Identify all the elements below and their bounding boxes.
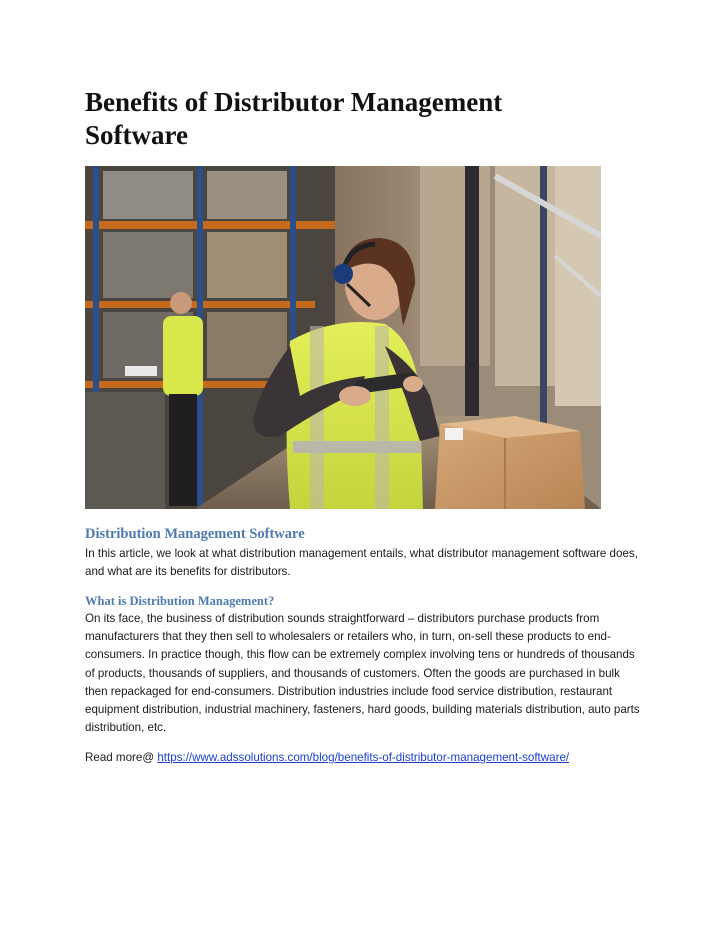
page-title: Benefits of Distributor Management Software bbox=[85, 87, 503, 150]
section-heading: Distribution Management Software bbox=[85, 526, 305, 542]
read-more-label: Read more@ bbox=[85, 751, 155, 764]
subheading: What is Distribution Management? bbox=[85, 594, 275, 608]
intro-paragraph: In this article, we look at what distribution management entails, what distributor management software does, and what are its benefits for distributors. bbox=[85, 547, 638, 579]
warehouse-photo bbox=[85, 166, 601, 509]
body-paragraph: On its face, the business of distribution sounds straightforward – distributors purchase products from manufacturers that they then sell to wholesalers or retailers who, in turn, on-sell these products to end-consumers. In practice though, this flow can be extremely complex involving tens or hundreds of thousands of products, thousands of suppliers, and thousands of customers. Often the goods are purchased in bulk then repackaged for end-consumers. Distribution industries include food service distribution, restaurant equipment distribution, industrial machinery, fasteners, hard goods, building materials distribution, auto parts distribution, etc. bbox=[85, 612, 640, 735]
read-more-line bbox=[85, 749, 569, 767]
read-more-link[interactable]: https://www.adssolutions.com/blog/benefits-of-distributor-management-software/ bbox=[157, 751, 570, 764]
warehouse-photo-illustration bbox=[85, 166, 601, 509]
